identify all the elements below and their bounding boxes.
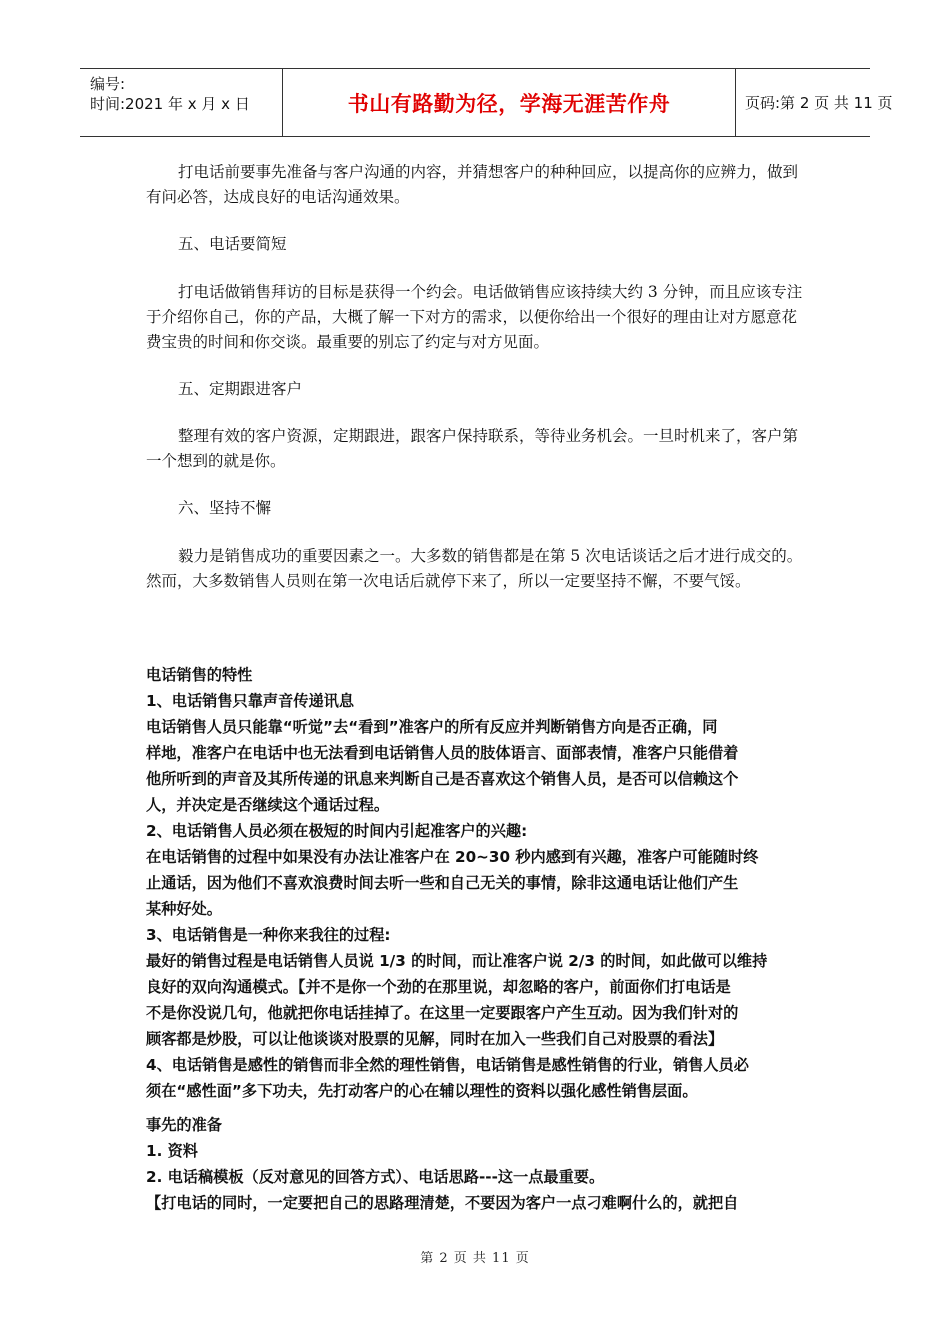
header-motto-cell	[282, 69, 736, 136]
traits-line: 某种好处。	[146, 900, 222, 918]
header-page-cell	[735, 69, 893, 136]
paragraph-follow-up: 整理有效的客户资源，定期跟进，跟客户保持联系，等待业务机会。一旦时机来了，客户第一个想到的就是你。	[146, 427, 799, 470]
page-footer: 第 2 页 共 11 页	[420, 1251, 530, 1266]
paragraph-prepare: 打电话前要事先准备与客户沟通的内容，并猜想客户的种种回应，以提高你的应辨力，做到有问必答，达成良好的电话沟通效果。	[146, 163, 799, 206]
traits-line: 良好的双向沟通模式。【并不是你一个劲的在那里说，却忽略的客户，前面你们打电话是	[146, 978, 731, 996]
number-label: 编号:	[90, 75, 126, 93]
paragraph-keep-short: 打电话做销售拜访的目标是获得一个约会。电话做销售应该持续大约 3 分钟，而且应该专注于介绍你自己，你的产品，大概了解一下对方的需求，以便你给出一个很好的理由让对方愿意花费宝贵的时间和你交谈。最重要的别忘了约定与对方见面。	[146, 283, 803, 351]
paragraph-persist: 毅力是销售成功的重要因素之一。大多数的销售都是在第 5 次电话谈话之后才进行成交的。然而，大多数销售人员则在第一次电话后就停下来了，所以一定要坚持不懈，不要气馁。	[146, 547, 803, 590]
heading-follow-up: 五、定期跟进客户	[178, 380, 303, 398]
page-header	[80, 68, 893, 137]
prep-line: 2. 电话稿模板（反对意见的回答方式）、电话思路---这一点最重要。	[146, 1168, 605, 1186]
traits-line: 3、电话销售是一种你来我往的过程:	[146, 926, 391, 944]
page-label: 页码:第 2 页 共 11 页	[745, 94, 893, 112]
traits-line: 不是你没说几句，他就把你电话挂掉了。在这里一定要跟客户产生互动。因为我们针对的	[146, 1004, 739, 1022]
traits-line: 人，并决定是否继续这个通话过程。	[146, 796, 389, 814]
header-meta	[80, 69, 282, 136]
prep-line: 1. 资料	[146, 1142, 198, 1160]
traits-line: 样地，准客户在电话中也无法看到电话销售人员的肢体语言、面部表情，准客户只能借着	[146, 744, 739, 762]
traits-line: 2、电话销售人员必须在极短的时间内引起准客户的兴趣:	[146, 822, 528, 840]
traits-line: 止通话，因为他们不喜欢浪费时间去听一些和自己无关的事情，除非这通电话让他们产生	[146, 874, 739, 892]
traits-line: 电话销售人员只能靠“听觉”去“看到”准客户的所有反应并判断销售方向是否正确，同	[146, 718, 718, 736]
traits-line: 须在“感性面”多下功夫，先打动客户的心在辅以理性的资料以强化感性销售层面。	[146, 1082, 698, 1100]
heading-persist: 六、坚持不懈	[178, 499, 272, 517]
traits-line: 顾客都是炒股，可以让他谈谈对股票的见解，同时在加入一些我们自己对股票的看法】	[146, 1030, 724, 1048]
traits-section	[146, 662, 808, 1104]
traits-line: 最好的销售过程是电话销售人员说 1/3 的时间，而让准客户说 2/3 的时间，如此做可以维持	[146, 952, 768, 970]
traits-title: 电话销售的特性	[146, 666, 253, 684]
traits-line: 1、电话销售只靠声音传递讯息	[146, 692, 355, 710]
heading-keep-short: 五、电话要简短	[178, 235, 287, 253]
date-label: 时间:2021 年 x 月 x 日	[90, 95, 250, 113]
prep-title: 事先的准备	[146, 1116, 222, 1134]
motto-text: 书山有路勤为径，学海无涯苦作舟	[347, 91, 671, 116]
traits-line: 4、电话销售是感性的销售而非全然的理性销售，电话销售是感性销售的行业，销售人员必	[146, 1056, 749, 1074]
prep-section	[146, 1112, 808, 1216]
prep-line: 【打电话的同时，一定要把自己的思路理清楚，不要因为客户一点刁难啊什么的，就把自	[146, 1194, 739, 1212]
traits-line: 在电话销售的过程中如果没有办法让准客户在 20~30 秒内感到有兴趣，准客户可能随时终	[146, 848, 759, 866]
traits-line: 他所听到的声音及其所传递的讯息来判断自己是否喜欢这个销售人员，是否可以信赖这个	[146, 770, 739, 788]
